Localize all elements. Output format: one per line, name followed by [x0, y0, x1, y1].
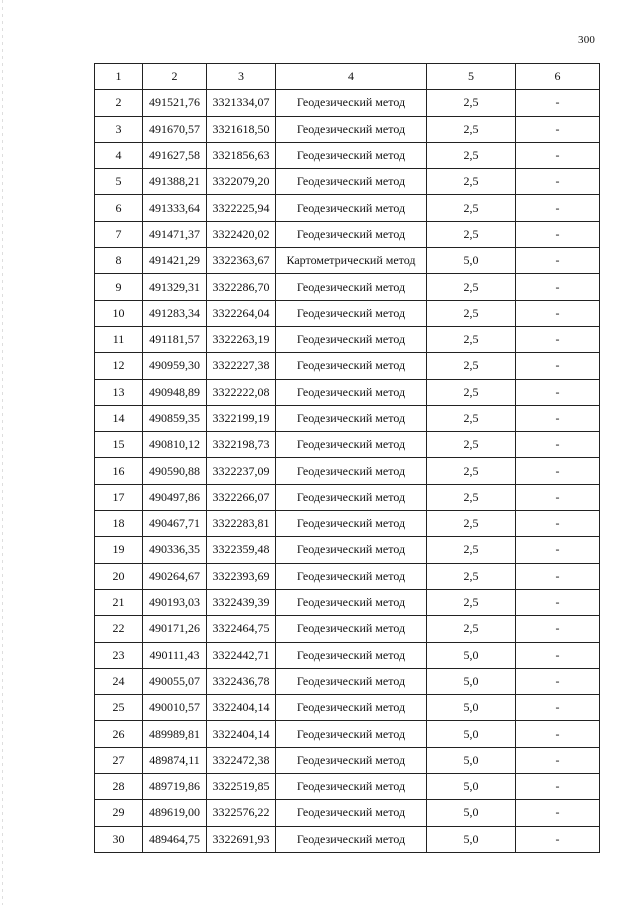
point-number-cell: 3	[95, 116, 143, 142]
accuracy-cell: 2,5	[427, 589, 516, 615]
x-coordinate-cell: 491421,29	[143, 248, 207, 274]
point-number-cell: 18	[95, 511, 143, 537]
notes-cell: -	[516, 169, 600, 195]
table-row	[95, 511, 600, 537]
y-coordinate-cell: 3322472,38	[207, 747, 276, 773]
y-coordinate-cell: 3321856,63	[207, 142, 276, 168]
accuracy-cell: 2,5	[427, 563, 516, 589]
y-coordinate-cell: 3322404,14	[207, 721, 276, 747]
table-row	[95, 142, 600, 168]
notes-cell: -	[516, 326, 600, 352]
table-row	[95, 405, 600, 431]
table-row	[95, 589, 600, 615]
accuracy-cell: 2,5	[427, 274, 516, 300]
header-cell-2: 2	[143, 64, 207, 90]
method-cell: Геодезический метод	[276, 90, 427, 116]
y-coordinate-cell: 3321334,07	[207, 90, 276, 116]
method-cell: Геодезический метод	[276, 800, 427, 826]
method-cell: Геодезический метод	[276, 169, 427, 195]
table-row	[95, 484, 600, 510]
method-cell: Геодезический метод	[276, 300, 427, 326]
header-cell-1: 1	[95, 64, 143, 90]
x-coordinate-cell: 490111,43	[143, 642, 207, 668]
accuracy-cell: 2,5	[427, 353, 516, 379]
x-coordinate-cell: 490055,07	[143, 668, 207, 694]
y-coordinate-cell: 3322359,48	[207, 537, 276, 563]
method-cell: Геодезический метод	[276, 195, 427, 221]
x-coordinate-cell: 489719,86	[143, 774, 207, 800]
method-cell: Геодезический метод	[276, 405, 427, 431]
table-row	[95, 300, 600, 326]
table-row	[95, 616, 600, 642]
method-cell: Геодезический метод	[276, 484, 427, 510]
notes-cell: -	[516, 695, 600, 721]
point-number-cell: 25	[95, 695, 143, 721]
point-number-cell: 12	[95, 353, 143, 379]
method-cell: Геодезический метод	[276, 642, 427, 668]
table-row	[95, 721, 600, 747]
table-row	[95, 537, 600, 563]
method-cell: Геодезический метод	[276, 826, 427, 852]
y-coordinate-cell: 3322264,04	[207, 300, 276, 326]
x-coordinate-cell: 489464,75	[143, 826, 207, 852]
notes-cell: -	[516, 511, 600, 537]
method-cell: Геодезический метод	[276, 616, 427, 642]
x-coordinate-cell: 491181,57	[143, 326, 207, 352]
notes-cell: -	[516, 616, 600, 642]
point-number-cell: 11	[95, 326, 143, 352]
x-coordinate-cell: 491388,21	[143, 169, 207, 195]
y-coordinate-cell: 3322237,09	[207, 458, 276, 484]
x-coordinate-cell: 491627,58	[143, 142, 207, 168]
scan-edge-artifact	[2, 0, 3, 905]
y-coordinate-cell: 3322404,14	[207, 695, 276, 721]
accuracy-cell: 5,0	[427, 800, 516, 826]
point-number-cell: 26	[95, 721, 143, 747]
method-cell: Геодезический метод	[276, 353, 427, 379]
y-coordinate-cell: 3322393,69	[207, 563, 276, 589]
method-cell: Геодезический метод	[276, 326, 427, 352]
table-row	[95, 774, 600, 800]
table-row	[95, 668, 600, 694]
method-cell: Геодезический метод	[276, 695, 427, 721]
table-row	[95, 747, 600, 773]
accuracy-cell: 2,5	[427, 169, 516, 195]
notes-cell: -	[516, 432, 600, 458]
notes-cell: -	[516, 721, 600, 747]
table-row	[95, 800, 600, 826]
notes-cell: -	[516, 800, 600, 826]
accuracy-cell: 2,5	[427, 432, 516, 458]
point-number-cell: 20	[95, 563, 143, 589]
table-row	[95, 695, 600, 721]
method-cell: Геодезический метод	[276, 747, 427, 773]
y-coordinate-cell: 3322266,07	[207, 484, 276, 510]
page-number: 300	[578, 34, 596, 46]
y-coordinate-cell: 3321618,50	[207, 116, 276, 142]
method-cell: Геодезический метод	[276, 589, 427, 615]
y-coordinate-cell: 3322227,38	[207, 353, 276, 379]
notes-cell: -	[516, 563, 600, 589]
method-cell: Геодезический метод	[276, 721, 427, 747]
accuracy-cell: 5,0	[427, 774, 516, 800]
x-coordinate-cell: 490810,12	[143, 432, 207, 458]
point-number-cell: 13	[95, 379, 143, 405]
accuracy-cell: 2,5	[427, 405, 516, 431]
y-coordinate-cell: 3322576,22	[207, 800, 276, 826]
table-row	[95, 169, 600, 195]
point-number-cell: 21	[95, 589, 143, 615]
x-coordinate-cell: 490859,35	[143, 405, 207, 431]
x-coordinate-cell: 490264,67	[143, 563, 207, 589]
table-row	[95, 195, 600, 221]
y-coordinate-cell: 3322363,67	[207, 248, 276, 274]
notes-cell: -	[516, 195, 600, 221]
notes-cell: -	[516, 458, 600, 484]
method-cell: Геодезический метод	[276, 774, 427, 800]
header-cell-3: 3	[207, 64, 276, 90]
x-coordinate-cell: 490193,03	[143, 589, 207, 615]
notes-cell: -	[516, 774, 600, 800]
x-coordinate-cell: 491283,34	[143, 300, 207, 326]
method-cell: Геодезический метод	[276, 116, 427, 142]
header-cell-5: 5	[427, 64, 516, 90]
table-row	[95, 458, 600, 484]
y-coordinate-cell: 3322691,93	[207, 826, 276, 852]
method-cell: Геодезический метод	[276, 432, 427, 458]
notes-cell: -	[516, 221, 600, 247]
point-number-cell: 17	[95, 484, 143, 510]
table-row	[95, 563, 600, 589]
point-number-cell: 27	[95, 747, 143, 773]
method-cell: Геодезический метод	[276, 668, 427, 694]
notes-cell: -	[516, 379, 600, 405]
table-row	[95, 248, 600, 274]
table-body	[95, 90, 600, 853]
point-number-cell: 6	[95, 195, 143, 221]
accuracy-cell: 5,0	[427, 248, 516, 274]
table-row	[95, 642, 600, 668]
method-cell: Геодезический метод	[276, 537, 427, 563]
accuracy-cell: 2,5	[427, 616, 516, 642]
notes-cell: -	[516, 484, 600, 510]
accuracy-cell: 2,5	[427, 195, 516, 221]
notes-cell: -	[516, 353, 600, 379]
notes-cell: -	[516, 747, 600, 773]
x-coordinate-cell: 490959,30	[143, 353, 207, 379]
y-coordinate-cell: 3322286,70	[207, 274, 276, 300]
notes-cell: -	[516, 668, 600, 694]
y-coordinate-cell: 3322283,81	[207, 511, 276, 537]
notes-cell: -	[516, 116, 600, 142]
point-number-cell: 23	[95, 642, 143, 668]
y-coordinate-cell: 3322420,02	[207, 221, 276, 247]
method-cell: Картометрический метод	[276, 248, 427, 274]
point-number-cell: 10	[95, 300, 143, 326]
table-row	[95, 432, 600, 458]
y-coordinate-cell: 3322199,19	[207, 405, 276, 431]
y-coordinate-cell: 3322079,20	[207, 169, 276, 195]
notes-cell: -	[516, 537, 600, 563]
table-header	[95, 64, 600, 90]
accuracy-cell: 2,5	[427, 116, 516, 142]
x-coordinate-cell: 490497,86	[143, 484, 207, 510]
y-coordinate-cell: 3322439,39	[207, 589, 276, 615]
table-row	[95, 326, 600, 352]
point-number-cell: 9	[95, 274, 143, 300]
point-number-cell: 28	[95, 774, 143, 800]
method-cell: Геодезический метод	[276, 458, 427, 484]
table-row	[95, 116, 600, 142]
table-row	[95, 353, 600, 379]
point-number-cell: 4	[95, 142, 143, 168]
y-coordinate-cell: 3322198,73	[207, 432, 276, 458]
x-coordinate-cell: 489989,81	[143, 721, 207, 747]
notes-cell: -	[516, 90, 600, 116]
x-coordinate-cell: 491670,57	[143, 116, 207, 142]
x-coordinate-cell: 490336,35	[143, 537, 207, 563]
table-row	[95, 274, 600, 300]
header-cell-4: 4	[276, 64, 427, 90]
accuracy-cell: 5,0	[427, 695, 516, 721]
x-coordinate-cell: 490590,88	[143, 458, 207, 484]
accuracy-cell: 5,0	[427, 668, 516, 694]
accuracy-cell: 5,0	[427, 826, 516, 852]
notes-cell: -	[516, 248, 600, 274]
point-number-cell: 15	[95, 432, 143, 458]
y-coordinate-cell: 3322225,94	[207, 195, 276, 221]
point-number-cell: 14	[95, 405, 143, 431]
accuracy-cell: 2,5	[427, 511, 516, 537]
method-cell: Геодезический метод	[276, 274, 427, 300]
table-row	[95, 826, 600, 852]
point-number-cell: 24	[95, 668, 143, 694]
notes-cell: -	[516, 274, 600, 300]
notes-cell: -	[516, 300, 600, 326]
x-coordinate-cell: 490171,26	[143, 616, 207, 642]
y-coordinate-cell: 3322222,08	[207, 379, 276, 405]
notes-cell: -	[516, 142, 600, 168]
accuracy-cell: 5,0	[427, 721, 516, 747]
point-number-cell: 5	[95, 169, 143, 195]
accuracy-cell: 2,5	[427, 90, 516, 116]
accuracy-cell: 2,5	[427, 142, 516, 168]
accuracy-cell: 5,0	[427, 747, 516, 773]
method-cell: Геодезический метод	[276, 142, 427, 168]
point-number-cell: 7	[95, 221, 143, 247]
accuracy-cell: 2,5	[427, 458, 516, 484]
y-coordinate-cell: 3322263,19	[207, 326, 276, 352]
accuracy-cell: 5,0	[427, 642, 516, 668]
notes-cell: -	[516, 589, 600, 615]
header-cell-6: 6	[516, 64, 600, 90]
point-number-cell: 29	[95, 800, 143, 826]
y-coordinate-cell: 3322436,78	[207, 668, 276, 694]
x-coordinate-cell: 489619,00	[143, 800, 207, 826]
method-cell: Геодезический метод	[276, 563, 427, 589]
table-row	[95, 221, 600, 247]
notes-cell: -	[516, 642, 600, 668]
x-coordinate-cell: 491471,37	[143, 221, 207, 247]
x-coordinate-cell: 490948,89	[143, 379, 207, 405]
point-number-cell: 16	[95, 458, 143, 484]
method-cell: Геодезический метод	[276, 221, 427, 247]
accuracy-cell: 2,5	[427, 300, 516, 326]
accuracy-cell: 2,5	[427, 484, 516, 510]
point-number-cell: 30	[95, 826, 143, 852]
y-coordinate-cell: 3322519,85	[207, 774, 276, 800]
notes-cell: -	[516, 826, 600, 852]
y-coordinate-cell: 3322464,75	[207, 616, 276, 642]
point-number-cell: 2	[95, 90, 143, 116]
y-coordinate-cell: 3322442,71	[207, 642, 276, 668]
accuracy-cell: 2,5	[427, 537, 516, 563]
accuracy-cell: 2,5	[427, 379, 516, 405]
x-coordinate-cell: 491521,76	[143, 90, 207, 116]
x-coordinate-cell: 490010,57	[143, 695, 207, 721]
point-number-cell: 19	[95, 537, 143, 563]
table-header-row	[95, 64, 600, 90]
accuracy-cell: 2,5	[427, 221, 516, 247]
method-cell: Геодезический метод	[276, 379, 427, 405]
x-coordinate-cell: 491329,31	[143, 274, 207, 300]
x-coordinate-cell: 489874,11	[143, 747, 207, 773]
x-coordinate-cell: 490467,71	[143, 511, 207, 537]
coordinates-table	[94, 63, 600, 853]
x-coordinate-cell: 491333,64	[143, 195, 207, 221]
notes-cell: -	[516, 405, 600, 431]
point-number-cell: 8	[95, 248, 143, 274]
table-row	[95, 379, 600, 405]
method-cell: Геодезический метод	[276, 511, 427, 537]
point-number-cell: 22	[95, 616, 143, 642]
accuracy-cell: 2,5	[427, 326, 516, 352]
table-row	[95, 90, 600, 116]
